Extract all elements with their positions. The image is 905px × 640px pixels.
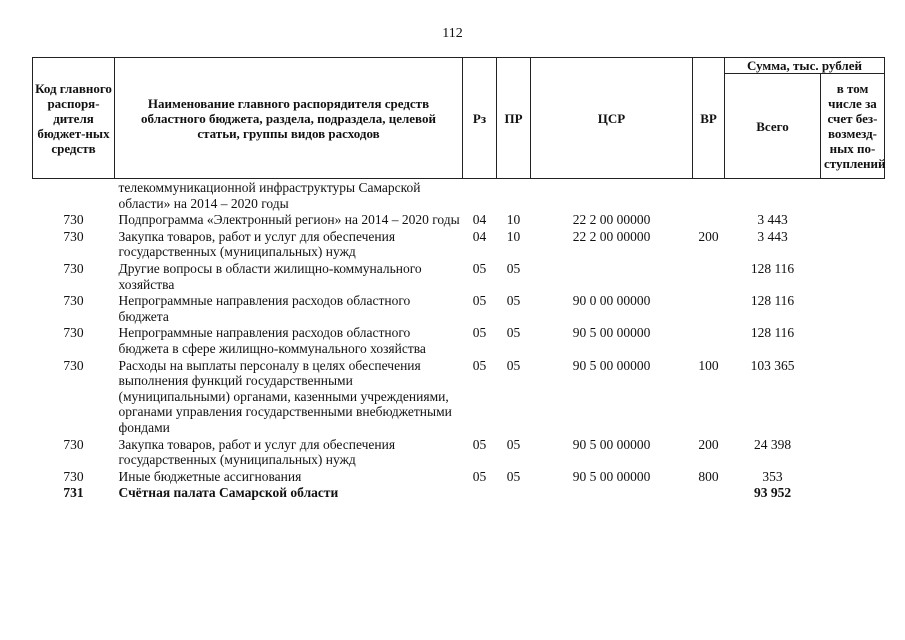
cell-csr: 90 5 00 00000 bbox=[572, 325, 651, 341]
cell-pr: 10 bbox=[506, 212, 521, 228]
cell-csr: 90 5 00 00000 bbox=[572, 436, 651, 452]
table-row bbox=[33, 260, 885, 292]
header-vr: ВР bbox=[693, 58, 725, 179]
cell-csr bbox=[531, 484, 693, 501]
cell-grants bbox=[821, 228, 885, 260]
table-row bbox=[33, 436, 885, 468]
cell-pr bbox=[497, 179, 531, 212]
cell-rz: 05 bbox=[472, 293, 487, 309]
cell-rz: 05 bbox=[472, 436, 487, 452]
cell-grants bbox=[821, 324, 885, 356]
cell-name: Расходы на выплаты персоналу в целях обеспечения выполнения функций государственными (муниципальными) органами, казенными учреждениями, органами управления государственными внебюджетными фондами bbox=[118, 357, 452, 435]
cell-rz bbox=[463, 484, 497, 501]
cell-grants bbox=[821, 484, 885, 501]
header-name: Наименование главного распорядителя средств областного бюджета, раздела, подраздела, целевой статьи, группы видов расходов bbox=[115, 58, 463, 179]
cell-name: Непрограммные направления расходов областного бюджета bbox=[118, 293, 411, 324]
cell-name: Закупка товаров, работ и услуг для обеспечения государственных (муниципальных) нужд bbox=[118, 436, 396, 468]
cell-code: 730 bbox=[63, 436, 84, 452]
cell-pr: 05 bbox=[506, 357, 521, 373]
cell-grants bbox=[821, 436, 885, 468]
cell-code bbox=[33, 179, 115, 212]
cell-pr: 05 bbox=[506, 293, 521, 309]
cell-code: 730 bbox=[63, 468, 84, 484]
cell-name: телекоммуникационной инфраструктуры Самарской области» на 2014 – 2020 годы bbox=[118, 180, 421, 211]
table-row bbox=[33, 292, 885, 324]
table-row bbox=[33, 468, 885, 485]
table-row bbox=[33, 484, 885, 501]
cell-pr: 05 bbox=[506, 468, 521, 484]
cell-pr bbox=[497, 484, 531, 501]
cell-pr: 10 bbox=[506, 228, 521, 244]
cell-code: 730 bbox=[63, 293, 84, 309]
cell-name: Непрограммные направления расходов областного бюджета в сфере жилищно-коммунального хозяйства bbox=[118, 325, 426, 356]
cell-vr bbox=[693, 324, 725, 356]
cell-pr: 05 bbox=[506, 325, 521, 341]
cell-rz: 04 bbox=[472, 212, 487, 228]
header-total: Всего bbox=[725, 74, 821, 179]
cell-name: Подпрограмма «Электронный регион» на 2014 – 2020 годы bbox=[118, 212, 460, 228]
table-row bbox=[33, 324, 885, 356]
header-csr: ЦСР bbox=[531, 58, 693, 179]
cell-code: 730 bbox=[63, 325, 84, 341]
cell-name: Закупка товаров, работ и услуг для обеспечения государственных (муниципальных) нужд bbox=[118, 228, 396, 260]
cell-grants bbox=[821, 211, 885, 228]
cell-total: 93 952 bbox=[753, 485, 792, 501]
cell-rz: 05 bbox=[472, 468, 487, 484]
cell-grants bbox=[821, 468, 885, 485]
cell-code: 730 bbox=[63, 212, 84, 228]
header-grants: в том числе за счет без-возмезд-ных по-ступлений bbox=[821, 74, 885, 179]
cell-vr bbox=[693, 292, 725, 324]
cell-total: 24 398 bbox=[753, 436, 792, 452]
cell-grants bbox=[821, 357, 885, 436]
table-row bbox=[33, 228, 885, 260]
cell-vr bbox=[693, 179, 725, 212]
cell-total bbox=[725, 179, 821, 212]
cell-total: 3 443 bbox=[757, 212, 788, 228]
cell-grants bbox=[821, 179, 885, 212]
table-row bbox=[33, 211, 885, 228]
cell-name: Иные бюджетные ассигнования bbox=[118, 468, 302, 484]
cell-vr bbox=[693, 211, 725, 228]
cell-csr: 22 2 00 00000 bbox=[572, 228, 651, 244]
cell-code: 730 bbox=[63, 357, 84, 373]
cell-total: 353 bbox=[762, 468, 783, 484]
cell-rz: 05 bbox=[472, 357, 487, 373]
cell-vr: 200 bbox=[698, 228, 719, 244]
cell-csr bbox=[531, 179, 693, 212]
cell-vr: 200 bbox=[698, 436, 719, 452]
cell-csr: 22 2 00 00000 bbox=[572, 212, 651, 228]
cell-name: Счётная палата Самарской области bbox=[118, 485, 339, 501]
cell-rz: 05 bbox=[472, 260, 487, 276]
cell-rz: 05 bbox=[472, 325, 487, 341]
cell-pr: 05 bbox=[506, 260, 521, 276]
cell-total: 128 116 bbox=[750, 260, 795, 276]
cell-vr: 800 bbox=[698, 468, 719, 484]
cell-rz bbox=[463, 179, 497, 212]
page-number: 112 bbox=[442, 26, 463, 41]
table-body bbox=[33, 179, 885, 501]
cell-total: 128 116 bbox=[750, 293, 795, 309]
cell-vr bbox=[693, 260, 725, 292]
cell-total: 103 365 bbox=[750, 357, 795, 373]
table-row bbox=[33, 179, 885, 212]
cell-code: 731 bbox=[63, 485, 84, 501]
table-row bbox=[33, 357, 885, 436]
cell-name: Другие вопросы в области жилищно-коммунального хозяйства bbox=[118, 260, 422, 292]
cell-csr: 90 5 00 00000 bbox=[572, 357, 651, 373]
cell-csr: 90 0 00 00000 bbox=[572, 293, 651, 309]
cell-csr bbox=[531, 260, 693, 292]
cell-grants bbox=[821, 292, 885, 324]
cell-total: 128 116 bbox=[750, 325, 795, 341]
budget-table bbox=[32, 57, 885, 501]
cell-grants bbox=[821, 260, 885, 292]
header-sum: Сумма, тыс. рублей bbox=[725, 58, 885, 74]
header-code: Код главного распоря-дителя бюджет-ных средств bbox=[33, 58, 115, 179]
cell-code: 730 bbox=[63, 228, 84, 244]
cell-rz: 04 bbox=[472, 228, 487, 244]
cell-pr: 05 bbox=[506, 436, 521, 452]
header-pr: ПР bbox=[497, 58, 531, 179]
cell-code: 730 bbox=[63, 260, 84, 276]
cell-vr bbox=[693, 484, 725, 501]
header-rz: Рз bbox=[463, 58, 497, 179]
cell-csr: 90 5 00 00000 bbox=[572, 468, 651, 484]
cell-total: 3 443 bbox=[757, 228, 788, 244]
cell-vr: 100 bbox=[698, 357, 719, 373]
